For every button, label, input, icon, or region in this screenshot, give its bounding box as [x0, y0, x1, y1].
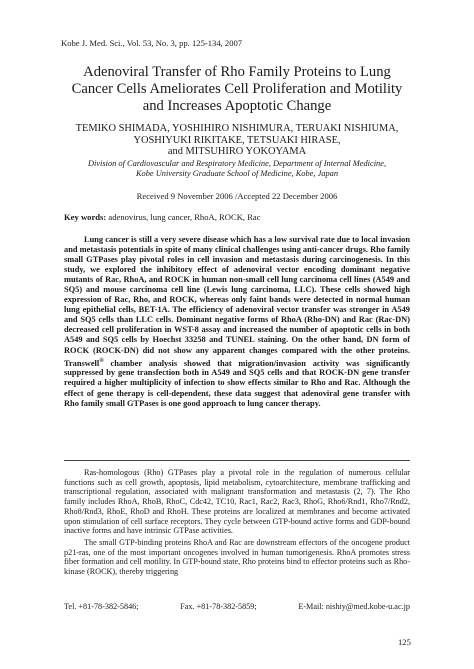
abstract-text: chamber analysis showed that migration/invasion activity was significantly suppressed by gene transfection both in A549 and SQ5 cells and that ROCK-DN gene transfer required a higher multiplicity of infection to show effects similar to Rho and Rac. Although the effect of gene therapy is cell-dependent, these data suggest that adenoviral gene transfer with Rho family small GTPases is one good approach to lung cancer therapy. — [64, 358, 410, 408]
contact-fax: Fax. +81-78-382-5859; — [180, 602, 257, 611]
abstract-paragraph — [64, 235, 410, 409]
title-line: Cancer Cells Ameliorates Cell Proliferation and Motility — [71, 81, 403, 97]
keywords-text: adenovirus, lung cancer, RhoA, ROCK, Rac — [106, 212, 261, 222]
section-divider — [64, 460, 410, 461]
abstract-text: Lung cancer is still a very severe disease which has a low survival rate due to local invasion and metastasis potentials in spite of many clinical challenges using anti-cancer drugs. Rho family small GTPases play pivotal roles in cell invasion and metastasis during carcinogenesis. In this study, we explored the inhibitory effect of adenoviral vector encoding dominant negative mutants of Rac, RhoA, and ROCK in human non-small cell lung carcinoma cell lines (A549 and SQ5) and mouse carcinoma cell line (Lewis lung carcinoma, LLC). These cells showed high expression of Rac, Rho, and ROCK, whereas only faint bands were detected in normal human lung epithelial cells, BET-1A. The efficiency of adenoviral vector transfer was stronger in A549 and SQ5 cells than LLC cells. Dominant negative forms of RhoA (Rho-DN) and Rac (Rac-DN) decreased cell proliferation in WST-8 assay and increased the number of apoptotic cells in both A549 and SQ5 cells by Hoechst 33258 and TUNEL staining. On the other hand, DN form of ROCK (ROCK-DN) did not show any apparent changes compared with the other proteins. Transwell — [64, 235, 410, 368]
body-paragraph: Ras-homologous (Rho) GTPases play a pivotal role in the regulation of numerous cellular functions such as cell growth, apoptosis, lipid metabolism, cytoarchitecture, membrane trafficking and transcriptional regulation, associated with malignant transformation and metastasis (2, 7). The Rho family includes RhoA, RhoB, RhoC, Cdc42, TC10, Rac1, Rac2, Rac3, RhoG, Rho6/Rnd1, Rho7/Rnd2, Rho8/Rnd3, RhoE, RhoD and RhoH. These proteins are localized at membranes and become activated upon stimulation of cell surface receptors. They cycle between GTP-bound active forms and GDP-bound inactive forms and have intrinsic GTPase activities. — [64, 468, 410, 536]
keywords — [64, 212, 261, 222]
author-line: YOSHIYUKI RIKITAKE, TETSUAKI HIRASE, — [133, 134, 341, 146]
title-line: and Increases Apoptotic Change — [142, 98, 332, 114]
keywords-label: Key words: — [64, 212, 107, 222]
paper-title — [40, 64, 434, 115]
affiliation-line: Division of Cardiovascular and Respiratory Medicine, Department of Internal Medicine, — [87, 159, 387, 168]
body-paragraph: The small GTP-binding proteins RhoA and Rac are downstream effectors of the oncogene product p21-ras, one of the most important oncogenes involved in human tumorigenesis. RhoA promotes stress fiber formation and cell motility. In GTP-bound state, Rho proteins bind to effector proteins such as Rho-kinase (ROCK), thereby triggering — [64, 537, 410, 577]
author-list — [40, 123, 434, 158]
received-dates: Received 9 November 2006 /Accepted 22 December 2006 — [136, 191, 338, 201]
journal-citation: Kobe J. Med. Sci., Vol. 53, No. 3, pp. 125-134, 2007 — [61, 38, 243, 48]
registered-mark: ® — [99, 357, 104, 364]
page-number: 125 — [398, 637, 411, 647]
abstract — [64, 235, 410, 409]
contact-email: E-Mail: nishiy@med.kobe-u.ac.jp — [298, 602, 410, 611]
title-line: Adenoviral Transfer of Rho Family Proteins to Lung — [83, 64, 391, 80]
contact-tel: Tel. +81-78-382-5846; — [64, 602, 139, 611]
author-line: TEMIKO SHIMADA, YOSHIHIRO NISHIMURA, TERUAKI NISHIUMA, — [75, 123, 399, 134]
author-line: and MITSUHIRO YOKOYAMA — [167, 146, 307, 157]
body-text — [64, 468, 410, 579]
affiliation-line: Kobe University Graduate School of Medicine, Kobe, Japan — [135, 169, 339, 179]
affiliation — [40, 159, 434, 179]
contact-footnote — [64, 602, 410, 611]
